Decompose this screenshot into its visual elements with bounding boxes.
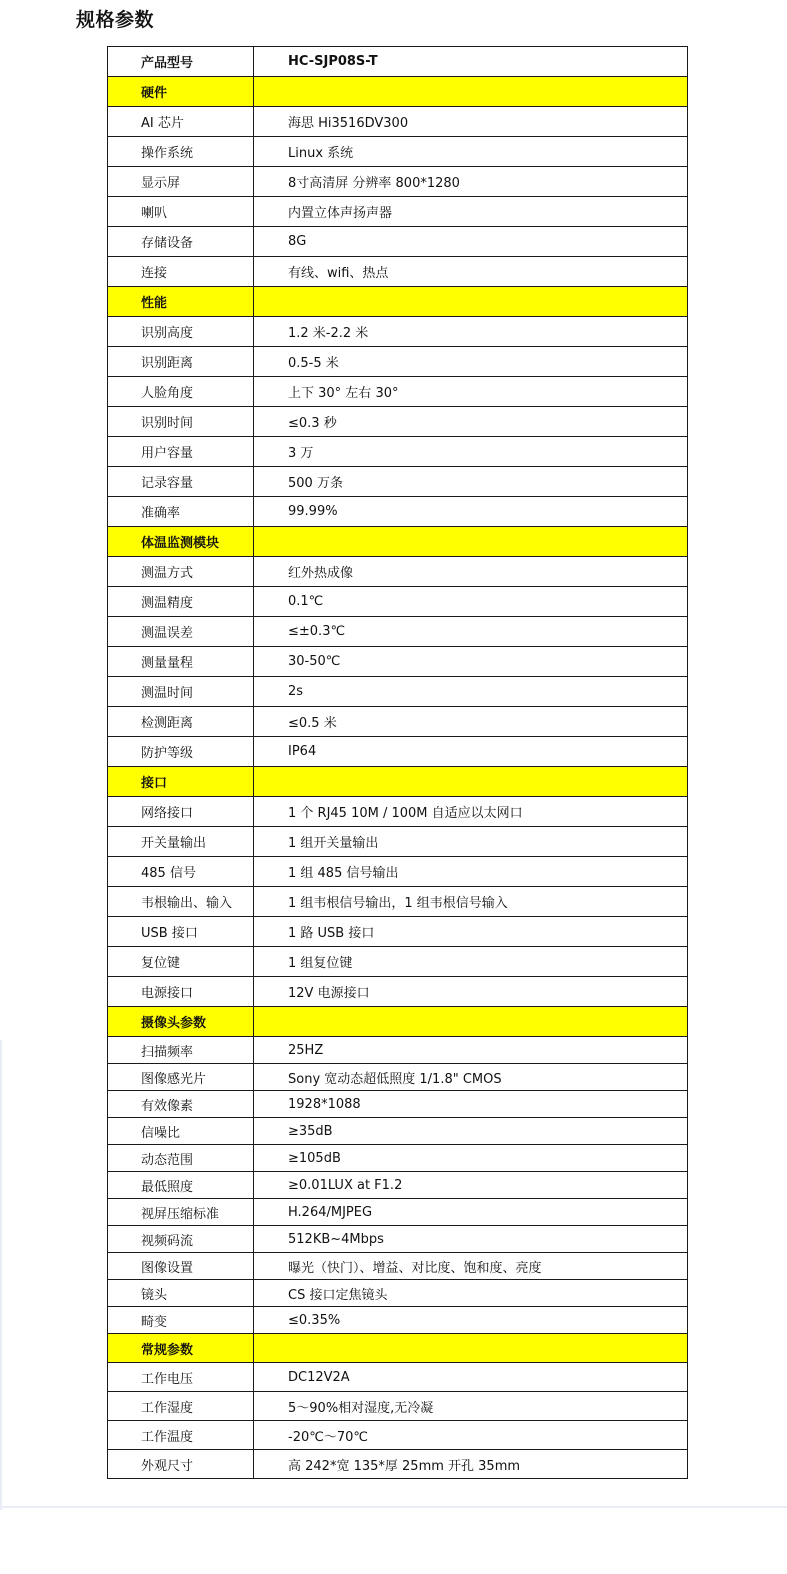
table-row (108, 1199, 688, 1226)
spec-label: 准确率 (108, 497, 254, 527)
spec-value: ≥105dB (254, 1145, 688, 1172)
spec-label: 工作温度 (108, 1421, 254, 1450)
spec-label: 工作湿度 (108, 1392, 254, 1421)
section-blank-cell (254, 77, 688, 107)
section-title: 体温监测模块 (108, 527, 254, 557)
spec-value: CS 接口定焦镜头 (254, 1280, 688, 1307)
spec-value: 2s (254, 677, 688, 707)
table-row (108, 617, 688, 647)
spec-label: 测温方式 (108, 557, 254, 587)
table-row (108, 317, 688, 347)
spec-label: 电源接口 (108, 977, 254, 1007)
spec-label: 扫描频率 (108, 1037, 254, 1064)
spec-label: 开关量输出 (108, 827, 254, 857)
table-row (108, 1145, 688, 1172)
table-row (108, 377, 688, 407)
spec-value: 0.1℃ (254, 587, 688, 617)
spec-value: IP64 (254, 737, 688, 767)
spec-label: 测量量程 (108, 647, 254, 677)
section-title: 常规参数 (108, 1334, 254, 1363)
table-row (108, 1363, 688, 1392)
section-blank-cell (254, 1007, 688, 1037)
table-row (108, 947, 688, 977)
section-blank-cell (254, 527, 688, 557)
spec-value: 红外热成像 (254, 557, 688, 587)
spec-value: 有线、wifi、热点 (254, 257, 688, 287)
table-row (108, 197, 688, 227)
table-row (108, 1421, 688, 1450)
spec-value: ≤0.5 米 (254, 707, 688, 737)
spec-value: 1 组复位键 (254, 947, 688, 977)
spec-label: 用户容量 (108, 437, 254, 467)
spec-label: 视频码流 (108, 1226, 254, 1253)
spec-label: 人脸角度 (108, 377, 254, 407)
spec-value: 8寸高清屏 分辨率 800*1280 (254, 167, 688, 197)
page-title: 规格参数 (76, 9, 155, 31)
spec-table (107, 46, 688, 1479)
spec-value: 1 组韦根信号输出，1 组韦根信号输入 (254, 887, 688, 917)
spec-label: 连接 (108, 257, 254, 287)
section-header-row (108, 1007, 688, 1037)
table-header-row (108, 47, 688, 77)
spec-label: 复位键 (108, 947, 254, 977)
spec-value: 上下 30° 左右 30° (254, 377, 688, 407)
section-header-row (108, 767, 688, 797)
spec-label: 防护等级 (108, 737, 254, 767)
table-row (108, 857, 688, 887)
spec-value: 高 242*宽 135*厚 25mm 开孔 35mm (254, 1450, 688, 1479)
spec-value: 512KB~4Mbps (254, 1226, 688, 1253)
spec-value: 25HZ (254, 1037, 688, 1064)
spec-value: 1 个 RJ45 10M / 100M 自适应以太网口 (254, 797, 688, 827)
table-row (108, 167, 688, 197)
spec-label: 镜头 (108, 1280, 254, 1307)
spec-value: 500 万条 (254, 467, 688, 497)
spec-value: 3 万 (254, 437, 688, 467)
spec-value: ≥35dB (254, 1118, 688, 1145)
spec-label: 视屏压缩标准 (108, 1199, 254, 1226)
table-row (108, 227, 688, 257)
table-row (108, 1091, 688, 1118)
table-row (108, 347, 688, 377)
spec-value: HC-SJP08S-T (254, 47, 688, 77)
spec-label: 工作电压 (108, 1363, 254, 1392)
spec-value: 1928*1088 (254, 1091, 688, 1118)
table-row (108, 137, 688, 167)
table-row (108, 1064, 688, 1091)
section-title: 硬件 (108, 77, 254, 107)
table-row (108, 467, 688, 497)
spec-value: Sony 宽动态超低照度 1/1.8" CMOS (254, 1064, 688, 1091)
table-row (108, 1307, 688, 1334)
table-row (108, 1172, 688, 1199)
table-row (108, 887, 688, 917)
spec-label: 测温精度 (108, 587, 254, 617)
spec-label: 检测距离 (108, 707, 254, 737)
section-title: 性能 (108, 287, 254, 317)
section-header-row (108, 1334, 688, 1363)
spec-label: 韦根输出、输入 (108, 887, 254, 917)
table-row (108, 977, 688, 1007)
spec-label: USB 接口 (108, 917, 254, 947)
spec-label: 识别高度 (108, 317, 254, 347)
spec-label: 产品型号 (108, 47, 254, 77)
table-row (108, 1280, 688, 1307)
spec-value: -20℃～70℃ (254, 1421, 688, 1450)
spec-label: 网络接口 (108, 797, 254, 827)
spec-value: 1 组开关量输出 (254, 827, 688, 857)
table-row (108, 827, 688, 857)
spec-label: 测温时间 (108, 677, 254, 707)
table-row (108, 497, 688, 527)
spec-value: DC12V2A (254, 1363, 688, 1392)
section-blank-cell (254, 1334, 688, 1363)
spec-label: 图像感光片 (108, 1064, 254, 1091)
spec-label: 图像设置 (108, 1253, 254, 1280)
spec-label: 识别时间 (108, 407, 254, 437)
spec-value: 12V 电源接口 (254, 977, 688, 1007)
spec-label: 动态范围 (108, 1145, 254, 1172)
spec-value: 内置立体声扬声器 (254, 197, 688, 227)
spec-value: ≤0.35% (254, 1307, 688, 1334)
spec-value: 0.5-5 米 (254, 347, 688, 377)
left-edge-line (0, 1040, 2, 1510)
table-row (108, 737, 688, 767)
table-row (108, 1253, 688, 1280)
spec-value: 30-50℃ (254, 647, 688, 677)
section-header-row (108, 287, 688, 317)
spec-label: 畸变 (108, 1307, 254, 1334)
table-row (108, 107, 688, 137)
table-row (108, 587, 688, 617)
spec-value: Linux 系统 (254, 137, 688, 167)
table-row (108, 407, 688, 437)
table-row (108, 707, 688, 737)
spec-label: 外观尺寸 (108, 1450, 254, 1479)
spec-label: 识别距离 (108, 347, 254, 377)
spec-value: H.264/MJPEG (254, 1199, 688, 1226)
table-row (108, 797, 688, 827)
spec-value: 1 组 485 信号输出 (254, 857, 688, 887)
section-blank-cell (254, 287, 688, 317)
bottom-edge-line (0, 1506, 787, 1508)
spec-label: 操作系统 (108, 137, 254, 167)
section-blank-cell (254, 767, 688, 797)
spec-value: 8G (254, 227, 688, 257)
section-title: 接口 (108, 767, 254, 797)
spec-value: 曝光（快门）、增益、对比度、饱和度、亮度 (254, 1253, 688, 1280)
spec-label: 最低照度 (108, 1172, 254, 1199)
section-header-row (108, 77, 688, 107)
spec-label: AI 芯片 (108, 107, 254, 137)
table-row (108, 437, 688, 467)
spec-value: ≥0.01LUX at F1.2 (254, 1172, 688, 1199)
spec-label: 存储设备 (108, 227, 254, 257)
table-row (108, 647, 688, 677)
spec-label: 显示屏 (108, 167, 254, 197)
spec-label: 测温误差 (108, 617, 254, 647)
table-row (108, 1392, 688, 1421)
spec-value: 99.99% (254, 497, 688, 527)
spec-label: 喇叭 (108, 197, 254, 227)
spec-value: 1 路 USB 接口 (254, 917, 688, 947)
spec-label: 记录容量 (108, 467, 254, 497)
table-row (108, 257, 688, 287)
table-row (108, 557, 688, 587)
table-row (108, 1118, 688, 1145)
spec-label: 485 信号 (108, 857, 254, 887)
section-header-row (108, 527, 688, 557)
spec-value: ≤±0.3℃ (254, 617, 688, 647)
table-row (108, 1037, 688, 1064)
table-row (108, 917, 688, 947)
spec-value: 5～90%相对湿度,无冷凝 (254, 1392, 688, 1421)
spec-value: ≤0.3 秒 (254, 407, 688, 437)
table-row (108, 677, 688, 707)
spec-table-body (108, 47, 688, 1479)
table-row (108, 1450, 688, 1479)
spec-value: 海思 Hi3516DV300 (254, 107, 688, 137)
spec-label: 信噪比 (108, 1118, 254, 1145)
spec-value: 1.2 米-2.2 米 (254, 317, 688, 347)
table-row (108, 1226, 688, 1253)
section-title: 摄像头参数 (108, 1007, 254, 1037)
spec-label: 有效像素 (108, 1091, 254, 1118)
